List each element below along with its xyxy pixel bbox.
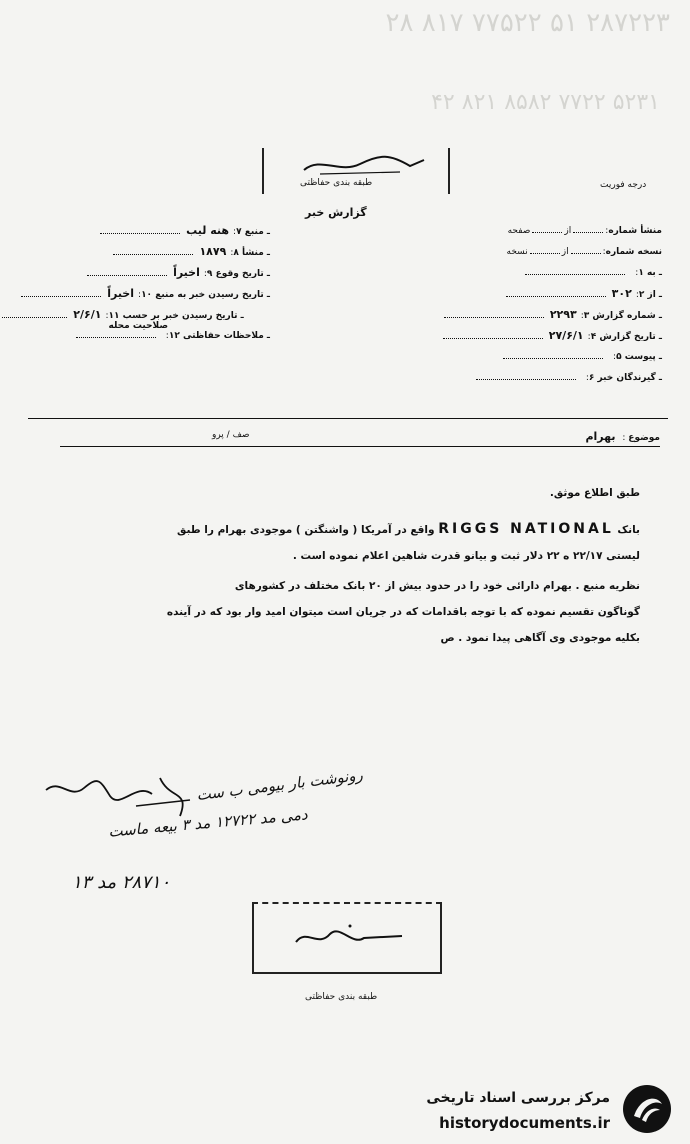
body-text — [30, 480, 640, 651]
left-field-label: ۹ ـ تاریخ وقوع — [206, 269, 270, 279]
left-field-value: هنه لیب — [186, 224, 230, 237]
left-field-row: ۷ ـ منبع : هنه لیب — [98, 224, 270, 237]
classification-label: طبقه بندی حفاظتی — [300, 178, 373, 188]
subject-label: موضوع — [628, 433, 660, 443]
right-field-row: منشأ شماره : از صفحه — [507, 226, 662, 236]
right-field-value: ۲۷/۶/۱ — [548, 329, 584, 342]
right-field-row: ۳ ـ شماره گزارش : ۲۲۹۳ — [442, 308, 662, 321]
left-field-value: ۲/۶/۱ — [73, 308, 102, 321]
left-field-value: اخیراً — [173, 266, 200, 279]
right-field-tail: نسخه — [506, 247, 528, 257]
left-field-label: ۱۱ ـ تاریخ رسیدن خبر بر حسب صلاحیت محله — [108, 311, 244, 331]
left-field-value: ۱۸۷۹ — [199, 245, 227, 258]
subject-row: موضوع : بهرام — [585, 430, 660, 443]
body-line-5: گوناگون تقسیم نموده که با توجه باقدامات که در جریان است میتوان امید وار بود که در آینده — [166, 606, 640, 618]
right-field-label: ۳ ـ شماره گزارش — [583, 311, 662, 321]
body-bank-prefix: بانک — [617, 524, 640, 536]
left-field-row: ۹ ـ تاریخ وقوع : اخیراً — [85, 266, 270, 279]
report-title: گزارش خبر — [305, 206, 367, 219]
right-field-row: ۶ ـ گیرندگان خبر : — [474, 371, 662, 383]
left-field-row: ۱۲ ـ ملاحظات حفاظتی : — [74, 329, 270, 341]
right-field-label: نسخه شماره — [605, 247, 662, 257]
right-field-mid: از — [564, 226, 572, 236]
body-line-2 — [30, 516, 640, 543]
right-field-value: ۲۲۹۳ — [549, 308, 577, 321]
divider-top — [28, 418, 668, 419]
right-field-row: ۲ ـ از : ۳۰۲ — [504, 287, 662, 300]
right-field-label: ۶ ـ گیرندگان خبر — [588, 373, 662, 383]
right-field-label: ۴ ـ تاریخ گزارش — [590, 332, 662, 342]
right-field-label: ۲ ـ از — [638, 290, 662, 300]
left-field-row: ۱۰ ـ تاریخ رسیدن خبر به منبع : اخیراً — [19, 287, 270, 300]
bottom-stamp-scribble — [290, 918, 410, 954]
handwritten-note-2: دمی مد ۱۲۷۲۲ مد ۳ بیعه ماست — [107, 805, 309, 841]
right-field-label: ۱ ـ به — [638, 268, 662, 278]
handwritten-note-1: رونوشت بار بیومی ب ست — [195, 765, 364, 805]
right-field-row: ۱ ـ به : — [523, 266, 662, 278]
body-line-3: لیستی ۲۲/۱۷ ه ۲۲ دلار ثبت و بیانو قدرت شاهین اعلام نموده است . — [292, 550, 640, 562]
left-field-label: ۱۲ ـ ملاحظات حفاظتی — [168, 331, 270, 341]
left-field-label: ۸ ـ منشأ — [233, 248, 270, 258]
right-field-value: ۳۰۲ — [611, 287, 632, 300]
body-line-4: نظریه منبع . بهرام دارائی خود را در حدود بیش از ۲۰ بانک مختلف در کشورهای — [234, 580, 640, 592]
subject-left-label: صف / پرو — [212, 430, 250, 440]
footer-org-name: مرکز بررسی اسناد تاریخی — [426, 1090, 610, 1106]
left-field-row: ۸ ـ منشأ : ۱۸۷۹ — [111, 245, 270, 258]
bank-name: RIGGS NATIONAL — [438, 521, 614, 537]
subject-value: بهرام — [585, 430, 616, 443]
left-field-label: ۱۰ ـ تاریخ رسیدن خبر به منبع — [141, 290, 270, 300]
header-stamp-scribble — [300, 152, 430, 178]
urgency-label: درجه فوریت — [600, 180, 647, 190]
right-field-row: ۴ ـ تاریخ گزارش : ۲۷/۶/۱ — [441, 329, 662, 342]
right-field-mid: از — [561, 247, 569, 257]
body-bank-suffix: واقع در آمریکا ( واشنگتن ) موجودی بهرام را طبق — [177, 524, 435, 536]
divider-subject — [60, 446, 660, 447]
show-through-text-2: ۵۲۳۱ ۷۷۲۲ ۸۵۸۲ ۸۲۱ ۴۲ — [431, 90, 660, 115]
left-field-label: ۷ ـ منبع — [236, 227, 270, 237]
right-field-row: ۵ ـ پیوست : — [501, 350, 662, 362]
footer-website[interactable]: historydocuments.ir — [439, 1114, 610, 1132]
right-field-row: نسخه شماره : از نسخه — [506, 247, 662, 257]
left-field-value: اخیراً — [107, 287, 135, 300]
archive-logo-icon — [622, 1084, 672, 1134]
body-line-1: طبق اطلاع موثق. — [549, 487, 640, 499]
right-field-tail: صفحه — [507, 226, 531, 236]
body-line-6: بکلیه موجودی وی آگاهی پیدا نمود . ص — [440, 632, 640, 644]
handwritten-number: ۲۸۷۱۰ مد ۱۳ — [72, 872, 171, 893]
show-through-text-1: ۲۸۷۲۲۳ ۵۱ ۷۷۵۲۲ ۸۱۷ ۲۸ — [385, 8, 670, 38]
bottom-classification-label: طبقه بندی حفاظتی — [305, 992, 378, 1002]
left-field-row: ۱۱ ـ تاریخ رسیدن خبر بر حسب صلاحیت محله : ۲/۶/۱ — [0, 308, 270, 331]
right-field-label: ۵ ـ پیوست — [616, 352, 662, 362]
right-field-label: منشأ شماره — [608, 226, 662, 236]
